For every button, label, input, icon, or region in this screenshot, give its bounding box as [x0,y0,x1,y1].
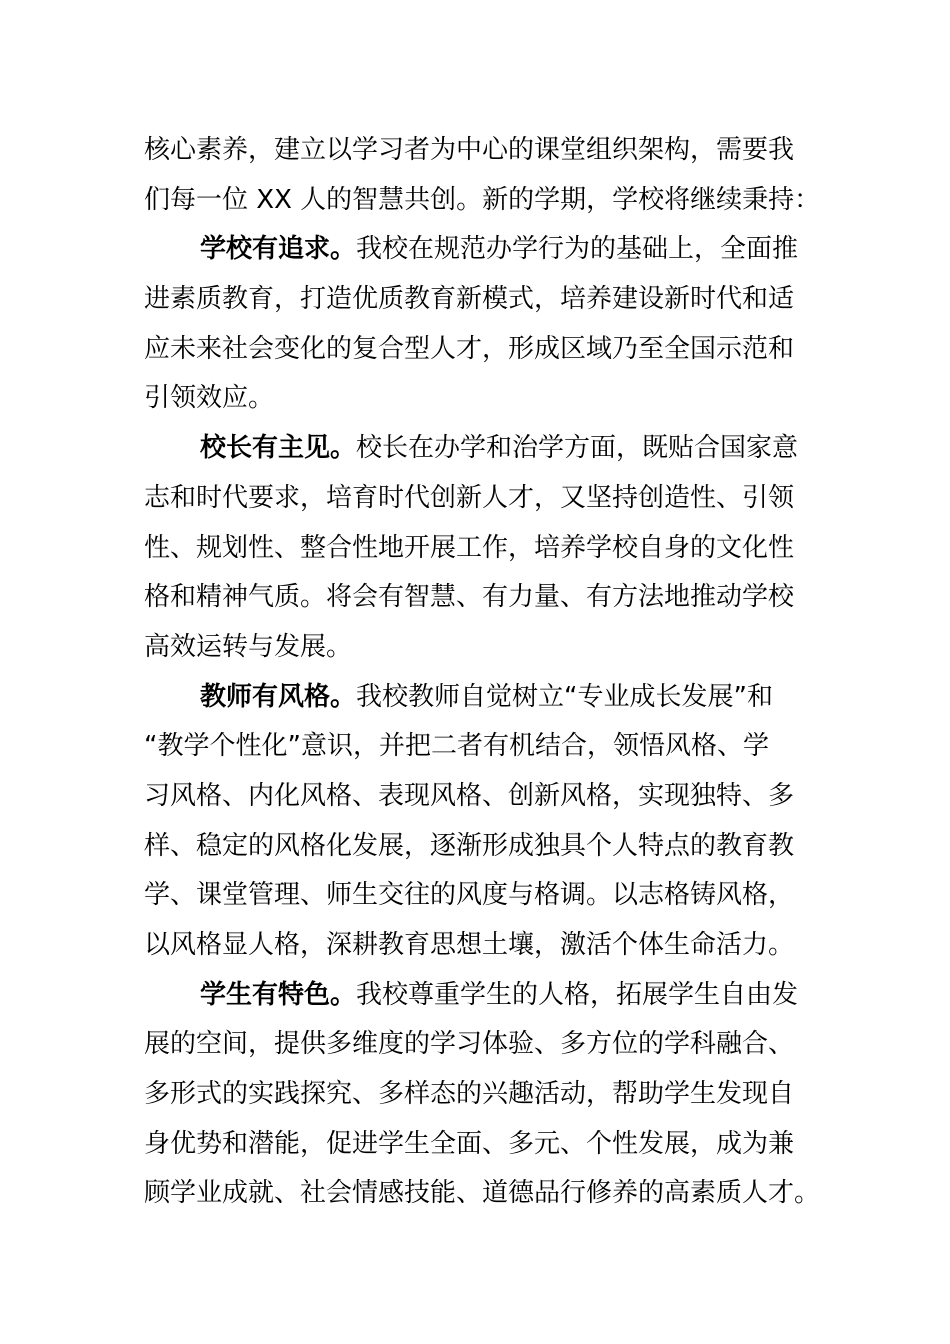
paragraph-first-line-text: 校长在办学和治学方面，既贴合国家意 [356,433,799,464]
body-text [144,126,821,1219]
text-line: 以风格显人格，深耕教育思想土壤，激活个体生命活力。 [144,930,795,960]
text-line: 核心素养，建立以学习者为中心的课堂组织架构，需要我 [144,135,795,165]
paragraph-lead: 教师有风格。 [200,681,357,712]
paragraph-first-line [144,971,808,1021]
text-line: 引领效应。 [144,383,275,414]
text-line: 顾学业成就、社会情感技能、道德品行修养的高素质人才。 [144,1178,821,1209]
text-line: 展的空间，提供多维度的学习体验、多方位的学科融合、 [144,1029,795,1060]
paragraph-principal-view [144,424,808,672]
text-line: 习风格、内化风格、表现风格、创新风格，实现独特、多 [144,780,795,811]
paragraph-first-line [144,673,808,723]
paragraph-school-pursuit [144,225,808,424]
text-line: 身优势和潜能，促进学生全面、多元、个性发展，成为兼 [144,1128,795,1159]
text-line: 格和精神气质。将会有智慧、有力量、有方法地推动学校 [144,582,795,613]
paragraph-lead: 学生有特色。 [200,979,357,1010]
text-line: 多形式的实践探究、多样态的兴趣活动，帮助学生发现自 [144,1079,795,1110]
intro-paragraph [144,126,821,225]
paragraph-teacher-style [144,673,808,971]
text-line: 们每一位 XX 人的智慧共创。新的学期，学校将继续秉持： [144,184,821,215]
paragraph-first-line-text: 我校在规范办学行为的基础上，全面推 [356,234,799,265]
text-line: 志和时代要求，培育时代创新人才，又坚持创造性、引领 [144,482,795,513]
text-line: 样、稳定的风格化发展，逐渐形成独具个人特点的教育教 [144,830,795,861]
paragraph-lead: 校长有主见。 [200,433,357,464]
paragraph-first-line-text: 我校尊重学生的人格，拓展学生自由发 [356,979,799,1010]
text-line: 进素质教育，打造优质教育新模式，培养建设新时代和适 [144,284,795,315]
text-line: 性、规划性、整合性地开展工作，培养学校自身的文化性 [144,532,795,563]
text-line: 高效运转与发展。 [144,631,353,662]
paragraph-first-line [144,225,808,275]
text-line: 应未来社会变化的复合型人才，形成区域乃至全国示范和 [144,333,795,364]
paragraph-first-line-text: 我校教师自觉树立“专业成长发展”和 [356,681,773,712]
paragraph-lead: 学校有追求。 [200,234,357,265]
text-line: “教学个性化”意识，并把二者有机结合，领悟风格、学 [144,731,769,762]
paragraph-student-feature [144,971,821,1219]
text-line: 学、课堂管理、师生交往的风度与格调。以志格铸风格， [144,880,795,911]
paragraph-first-line [144,424,808,474]
